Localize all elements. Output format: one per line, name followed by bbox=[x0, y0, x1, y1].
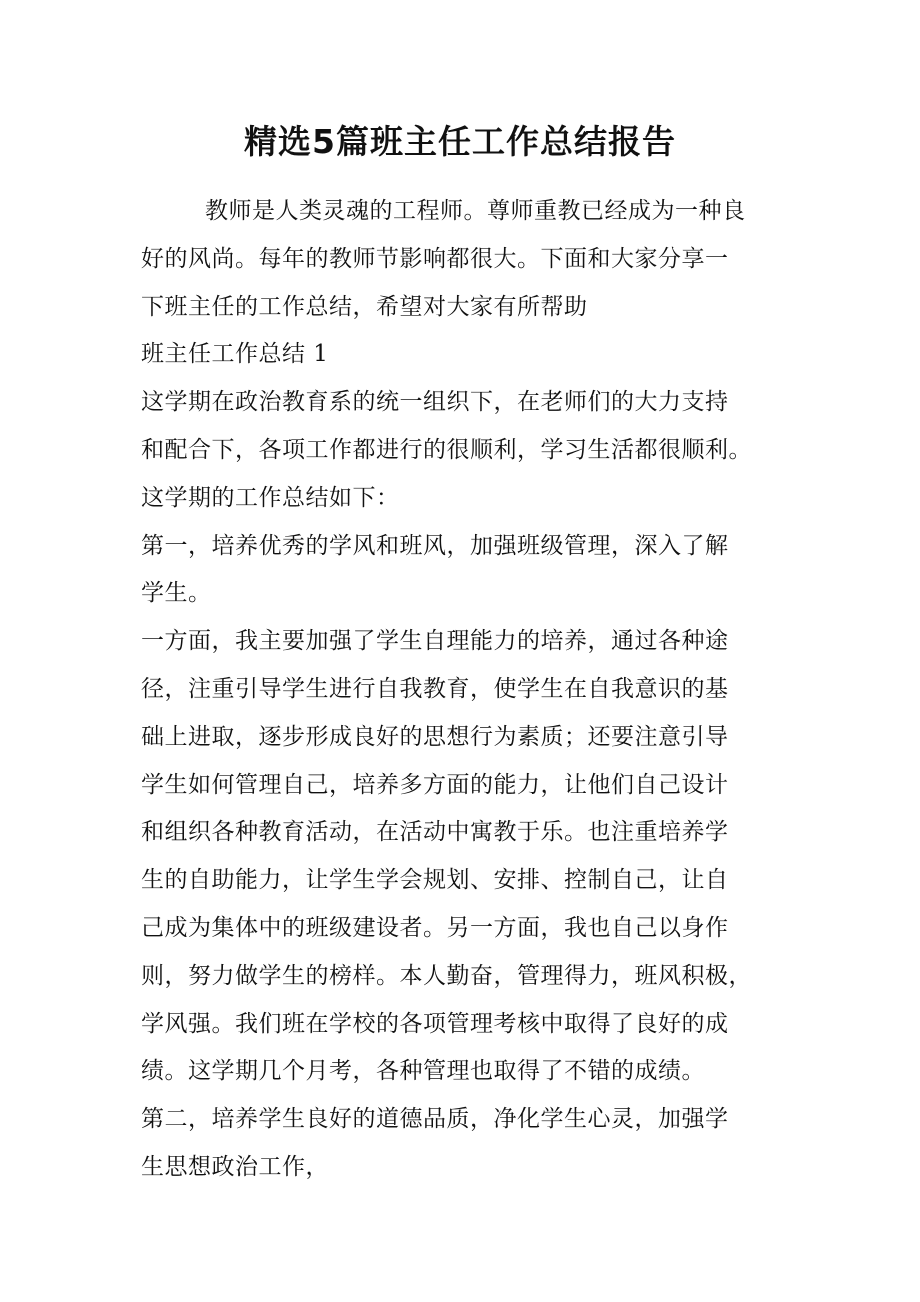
paragraph-line: 生思想政治工作， bbox=[141, 1153, 329, 1180]
paragraph-line: 础上进取，逐步形成良好的思想行为素质；还要注意引导 bbox=[141, 723, 729, 750]
intro-paragraph-line: 教师是人类灵魂的工程师。尊师重教已经成为一种良 bbox=[205, 198, 746, 224]
intro-paragraph-line: 下班主任的工作总结，希望对大家有所帮助 bbox=[141, 293, 588, 320]
paragraph-line: 这学期的工作总结如下： bbox=[141, 484, 400, 511]
paragraph-line: 第二，培养学生良好的道德品质，净化学生心灵，加强学 bbox=[141, 1106, 729, 1133]
paragraph-line: 这学期在政治教育系的统一组织下，在老师们的大力支持 bbox=[141, 389, 729, 416]
paragraph-line: 第一，培养优秀的学风和班风，加强班级管理，深入了解 bbox=[141, 532, 729, 559]
paragraph-line: 和组织各种教育活动，在活动中寓教于乐。也注重培养学 bbox=[141, 819, 729, 846]
paragraph-line: 径，注重引导学生进行自我教育，使学生在自我意识的基 bbox=[141, 675, 729, 702]
document-body bbox=[141, 188, 781, 1192]
paragraph-line: 绩。这学期几个月考，各种管理也取得了不错的成绩。 bbox=[141, 1058, 705, 1085]
paragraph-line: 和配合下，各项工作都进行的很顺利，学习生活都很顺利。 bbox=[141, 436, 752, 463]
paragraph-line: 生的自助能力，让学生学会规划、安排、控制自己，让自 bbox=[141, 867, 729, 894]
paragraph-line: 学生。 bbox=[141, 580, 212, 607]
paragraph-line: 学生如何管理自己，培养多方面的能力，让他们自己设计 bbox=[141, 771, 729, 798]
section-heading: 班主任工作总结 1 bbox=[141, 341, 329, 368]
paragraph-line: 则，努力做学生的榜样。本人勤奋，管理得力，班风积极， bbox=[141, 962, 752, 989]
document-title: 精选5篇班主任工作总结报告 bbox=[244, 122, 676, 161]
paragraph-line: 学风强。我们班在学校的各项管理考核中取得了良好的成 bbox=[141, 1010, 729, 1037]
paragraph-line: 一方面，我主要加强了学生自理能力的培养，通过各种途 bbox=[141, 628, 729, 655]
intro-paragraph-line: 好的风尚。每年的教师节影响都很大。下面和大家分享一 bbox=[141, 245, 729, 272]
paragraph-line: 己成为集体中的班级建设者。另一方面，我也自己以身作 bbox=[141, 914, 729, 941]
